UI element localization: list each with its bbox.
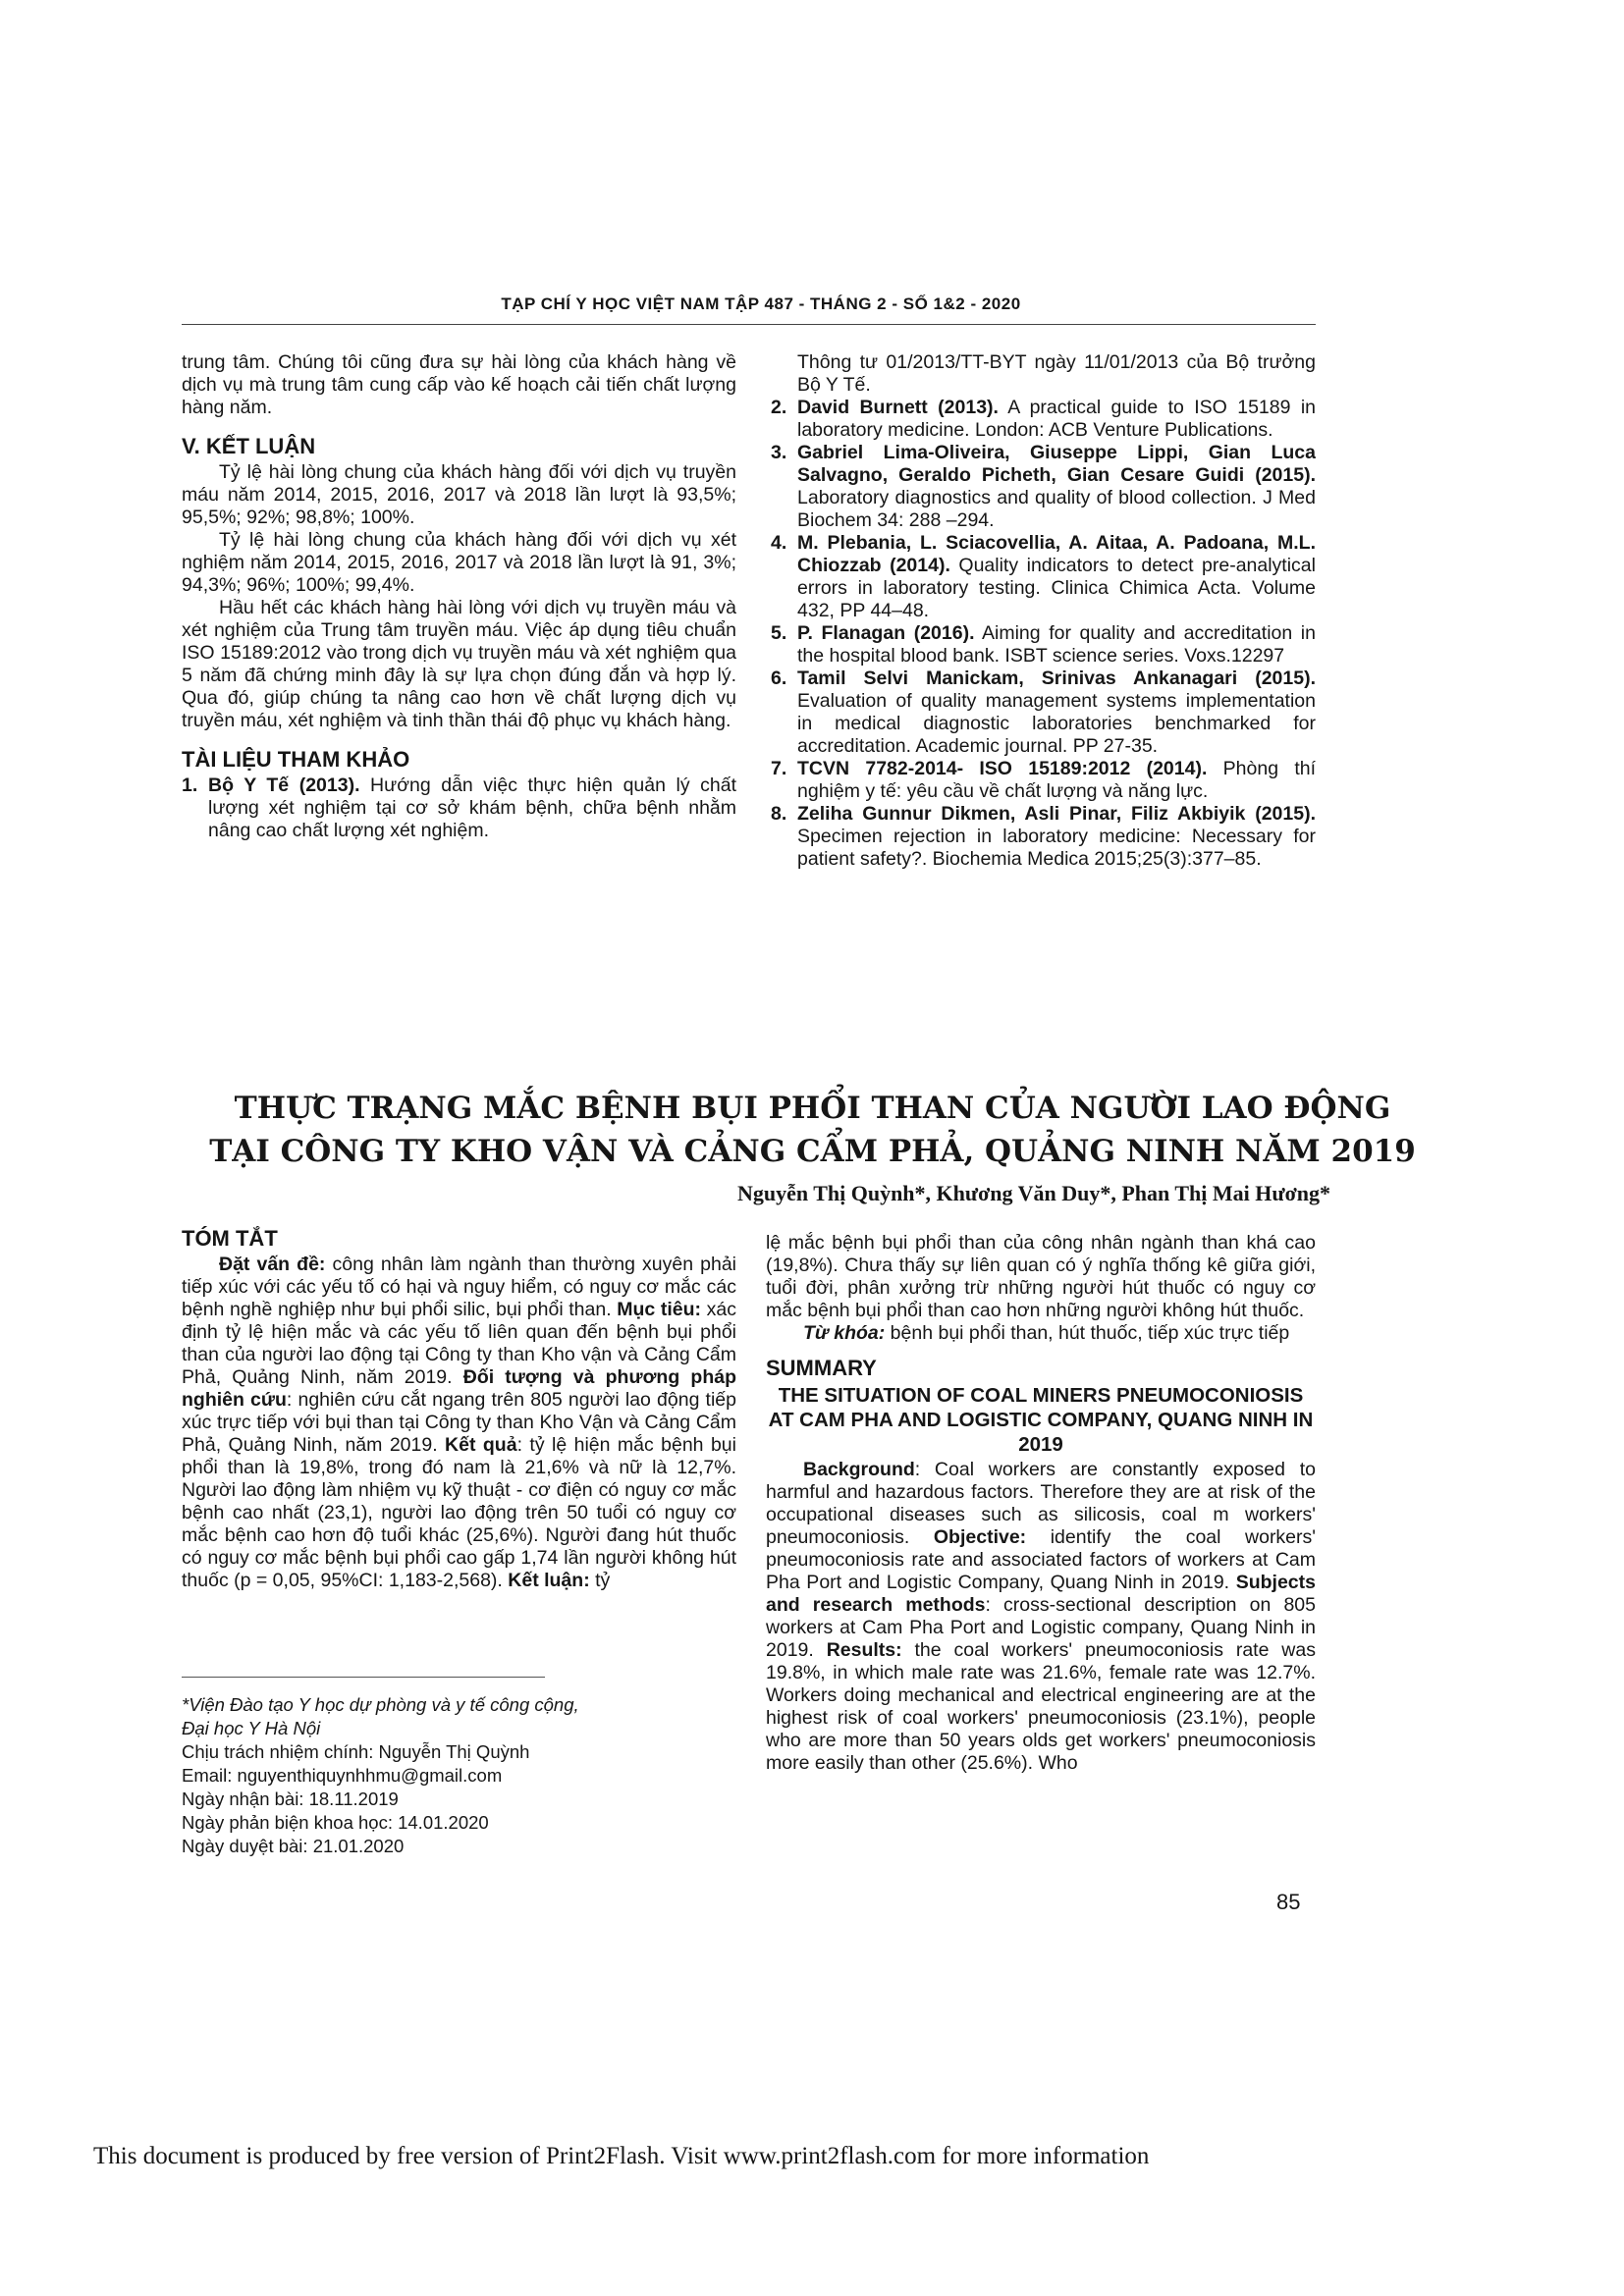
running-header: TẠP CHÍ Y HỌC VIỆT NAM TẬP 487 - THÁNG 2 - SỐ 1&2 - 2020 — [501, 294, 1021, 313]
conclusion-paragraph-2: Tỷ lệ hài lòng chung của khách hàng đối với dịch vụ xét nghiệm năm 2014, 2015, 2016, 2017 và 2018 lần lượt là 91, 3%; 94,3%; 96%; 100%; 99,4%. — [182, 529, 736, 596]
reference-continued: Thông tư 01/2013/TT-BYT ngày 11/01/2013 của Bộ trưởng Bộ Y Tế. — [797, 351, 1316, 396]
reference-list-left — [182, 774, 736, 842]
reference-item — [771, 803, 1316, 871]
keywords-text: bệnh bụi phổi than, hút thuốc, tiếp xúc trực tiếp — [885, 1322, 1290, 1344]
reference-text: Hướng dẫn việc thực hiện quản lý chất lượng xét nghiệm tại cơ sở khám bệnh, chữa bệnh nhằm nâng cao chất lượng xét nghiệm. — [208, 774, 737, 841]
conclusion-heading: V. KẾT LUẬN — [182, 434, 316, 458]
reference-text: Quality indicators to detect pre-analytical errors in laboratory testing. Clinica Chimica Acta. Volume 432, PP 44–48. — [797, 555, 1316, 621]
reference-item — [771, 532, 1316, 622]
methods-label: Đối tượng và phương pháp nghiên cứu — [182, 1366, 736, 1411]
reference-number: 3. — [771, 442, 787, 463]
keywords-label: Từ khóa: — [803, 1322, 886, 1344]
conclusion-paragraph-1: Tỷ lệ hài lòng chung của khách hàng đối với dịch vụ truyền máu năm 2014, 2015, 2016, 2017 và 2018 lần lượt là 93,5%; 95,5%; 92%; 98,8%; 100%. — [182, 461, 736, 528]
conclusion-paragraph-3: Hầu hết các khách hàng hài lòng với dịch vụ truyền máu và xét nghiệm của Trung tâm truyền máu. Việc áp dụng tiêu chuẩn ISO 15189:2012 vào trong dịch vụ truyền máu và xét nghiệm qua 5 năm đã chứng minh đây là sự lựa chọn đúng đắn và hợp lý. Qua đó, giúp chúng ta nâng cao hơn về chất lượng dịch vụ truyền máu, xét nghiệm và tinh thần thái độ phục vụ khách hàng. — [182, 597, 736, 731]
reference-number: 5. — [771, 622, 787, 644]
reference-authors: M. Plebania, L. Sciacovellia, A. Aitaa, A. Padoana, M.L. Chiozzab (2014). — [797, 532, 1316, 576]
article-title-line-2: TẠI CÔNG TY KHO VẬN VÀ CẢNG CẨM PHẢ, QUẢNG NINH NĂM 2019 — [209, 1134, 1416, 1169]
conclusion-text-continued: lệ mắc bệnh bụi phổi than của công nhân ngành than khá cao (19,8%). Chưa thấy sự liên quan có ý nghĩa thống kê giữa giới, tuổi đời, phân xưởng trừ những người hút thuốc có nguy cơ mắc bệnh bụi phổi than cao hơn những người không hút thuốc. — [766, 1232, 1316, 1321]
reference-item — [771, 442, 1316, 532]
print2flash-watermark: This document is produced by free version of Print2Flash. Visit www.print2flash.com for more information — [93, 2143, 1150, 2169]
footnote-reviewed: Ngày phản biện khoa học: 14.01.2020 — [182, 1812, 489, 1833]
conclusion-text-start: tỷ — [589, 1570, 611, 1591]
reference-text: Phòng thí nghiệm y tế: yêu cầu về chất lượng và năng lực. — [797, 758, 1316, 802]
reference-text: Laboratory diagnostics and quality of blood collection. J Med Biochem 34: 288 –294. — [797, 487, 1316, 531]
footnote-received: Ngày nhận bài: 18.11.2019 — [182, 1789, 399, 1809]
reference-text: Evaluation of quality management systems implementation in medical diagnostic laboratories benchmarked for accreditation. Academic journal. PP 27-35. — [797, 690, 1316, 757]
abstract-en-column — [766, 1232, 1316, 1775]
reference-text: A practical guide to ISO 15189 in laboratory medicine. London: ACB Venture Publications. — [797, 397, 1316, 441]
page-number: 85 — [1276, 1890, 1301, 1914]
reference-item — [771, 622, 1316, 667]
footnote-email: Email: nguyenthiquynhhmu@gmail.com — [182, 1765, 503, 1786]
summary-objective-text: identify the coal workers' pneumoconiosis rate and associated factors of workers at Cam Pha Port and Logistic Company, Quang Ninh in 2019. — [766, 1526, 1316, 1593]
reference-number: 8. — [771, 803, 787, 825]
objective-label: Mục tiêu: — [617, 1299, 702, 1320]
footnote-responsible: Chịu trách nhiệm chính: Nguyễn Thị Quỳnh — [182, 1741, 530, 1762]
reference-item — [771, 758, 1316, 803]
reference-authors: Zeliha Gunnur Dikmen, Asli Pinar, Filiz Akbiyik (2015). — [797, 803, 1316, 825]
article-authors: Nguyễn Thị Quỳnh*, Khương Văn Duy*, Phan Thị Mai Hương* — [736, 1181, 1330, 1205]
conclusion-label: Kết luận: — [508, 1570, 590, 1591]
reference-number: 1. — [182, 774, 198, 796]
results-text: : tỷ lệ hiện mắc bệnh bụi phổi than là 19,8%, trong đó nam là 21,6% và nữ là 12,7%. Người lao động làm nhiệm vụ kỹ thuật - cơ điện có nguy cơ mắc bệnh cao nhất (23,1), người lao động trên 50 tuổi có nguy cơ mắc bệnh cao hơn độ tuổi khác (25,6%). Người đang hút thuốc có nguy cơ mắc bệnh bụi phổi cao gấp 1,74 lần người không hút thuốc (p = 0,05, 95%CI: 1,183-2,568). — [182, 1434, 736, 1591]
background-text: công nhân làm ngành than thường xuyên phải tiếp xúc với các yếu tố có hại và nguy hiểm, có nguy cơ mắc các bệnh nghề nghiệp như bụi phổi silic, bụi phổi than. — [182, 1254, 737, 1320]
summary-results-text: the coal workers' pneumoconiosis rate was 19.8%, in which male rate was 21.6%, female rate was 12.7%. Workers doing mechanical and electrical engineering are at the highest risk of coal workers' pneumoconiosis (23.1%), people who are more than 50 years olds get workers' pneumoconiosis more easily than other (25.6%). Who — [766, 1639, 1316, 1774]
reference-number: 2. — [771, 397, 787, 418]
reference-authors: TCVN 7782-2014- ISO 15189:2012 (2014). — [797, 758, 1208, 779]
intro-paragraph: trung tâm. Chúng tôi cũng đưa sự hài lòng của khách hàng về dịch vụ mà trung tâm cung cấp vào kế hoạch cải tiến chất lượng hàng năm. — [182, 351, 736, 418]
summary-background-label: Background — [803, 1459, 915, 1480]
reference-authors: P. Flanagan (2016). — [797, 622, 975, 644]
reference-authors: Tamil Selvi Manickam, Srinivas Ankanagari (2015). — [797, 667, 1316, 689]
abstract-vi-body — [182, 1254, 736, 1592]
methods-text: : nghiên cứu cắt ngang trên 805 người lao động tiếp xúc trực tiếp với bụi than tại Công ty than Kho Vận và Cảng Cẩm Phả, Quảng Ninh, năm 2019. — [182, 1389, 736, 1456]
header-divider — [182, 324, 1316, 325]
abstract-heading: TÓM TẮT — [182, 1226, 278, 1251]
summary-background-text: : Coal workers are constantly exposed to harmful and hazardous factors. Therefore they are at risk of the occupational diseases such as silicosis, coal m workers' pneumoconiosis. — [766, 1459, 1316, 1548]
objective-text: xác định tỷ lệ hiện mắc và các yếu tố liên quan đến bệnh bụi phổi than của người lao động tại Công ty than Kho vận và Cảng Cẩm Phả, Quảng Ninh, năm 2019. — [182, 1299, 736, 1388]
results-label: Kết quả — [445, 1434, 517, 1456]
summary-body — [766, 1459, 1316, 1775]
right-column-top — [771, 351, 1316, 871]
footnote-affiliation: *Viện Đào tạo Y học dự phòng và y tế công cộng, Đại học Y Hà Nội — [182, 1694, 579, 1738]
reference-list-right — [771, 397, 1316, 871]
footnote-divider — [182, 1677, 545, 1678]
reference-number: 4. — [771, 532, 787, 554]
reference-authors: Gabriel Lima-Oliveira, Giuseppe Lippi, Gian Luca Salvagno, Geraldo Picheth, Gian Cesare Guidi (2015). — [797, 442, 1316, 486]
reference-item — [771, 397, 1316, 442]
summary-results-label: Results: — [826, 1639, 902, 1661]
reference-authors: David Burnett (2013). — [797, 397, 999, 418]
abstract-vi-column — [182, 1227, 736, 1592]
reference-item — [182, 774, 736, 842]
footnote — [182, 1693, 579, 1858]
reference-number: 7. — [771, 758, 787, 779]
left-column-top — [182, 351, 736, 842]
article-title-line-1: THỰC TRẠNG MẮC BỆNH BỤI PHỔI THAN CỦA NGƯỜI LAO ĐỘNG — [234, 1091, 1391, 1126]
summary-methods-text: : cross-sectional description on 805 workers at Cam Pha Port and Logistic company, Quang Ninh in 2019. — [766, 1594, 1316, 1661]
reference-authors: Bộ Y Tế (2013). — [208, 774, 360, 796]
keywords — [766, 1322, 1316, 1345]
background-label: Đặt vấn đề: — [219, 1254, 326, 1275]
reference-text: Aiming for quality and accreditation in the hospital blood bank. ISBT science series. Voxs.12297 — [797, 622, 1316, 667]
reference-text: Specimen rejection in laboratory medicine: Necessary for patient safety?. Biochemia Medica 2015;25(3):377–85. — [797, 826, 1316, 870]
summary-objective-label: Objective: — [933, 1526, 1027, 1548]
footnote-accepted: Ngày duyệt bài: 21.01.2020 — [182, 1836, 405, 1856]
references-heading: TÀI LIỆU THAM KHẢO — [182, 747, 410, 772]
summary-methods-label: Subjects and research methods — [766, 1572, 1316, 1616]
summary-heading: SUMMARY — [766, 1356, 877, 1380]
reference-item — [771, 667, 1316, 758]
reference-number: 6. — [771, 667, 787, 689]
summary-title: THE SITUATION OF COAL MINERS PNEUMOCONIOSIS AT CAM PHA AND LOGISTIC COMPANY, QUANG NINH IN 2019 — [768, 1384, 1314, 1456]
